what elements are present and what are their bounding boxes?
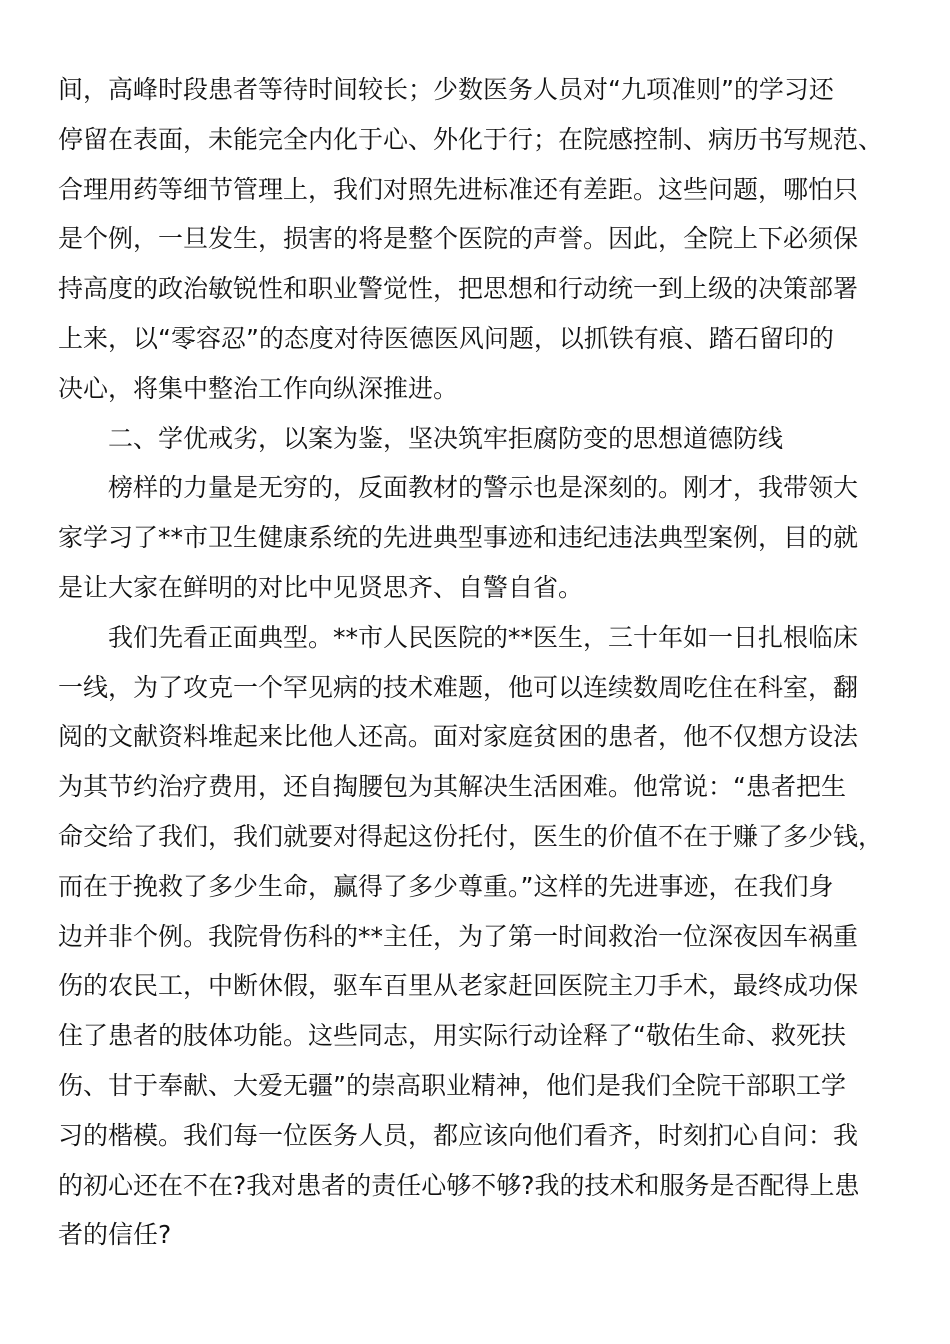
text-line: 上来，以“零容忍”的态度对待医德医风问题，以抓铁有痕、踏石留印的 [58, 324, 834, 353]
text-line: 边并非个例。我院骨伤科的**主任，为了第一时间救治一位深夜因车祸重 [58, 921, 859, 951]
text-line: 榜样的力量是无穷的，反面教材的警示也是深刻的。刚才，我带领大 [108, 473, 859, 503]
text-line: 命交给了我们，我们就要对得起这份托付，医生的价值不在于赚了多少钱， [58, 822, 884, 851]
text-line: 阅的文献资料堆起来比他人还高。面对家庭贫困的患者，他不仅想方设法 [58, 722, 859, 752]
text-line: 决心，将集中整治工作向纵深推进。 [58, 373, 459, 403]
text-line: 为其节约治疗费用，还自掏腰包为其解决生活困难。他常说：“患者把生 [58, 772, 846, 802]
text-line: 而在于挽救了多少生命，赢得了多少尊重。”这样的先进事迹，在我们身 [58, 871, 834, 901]
text-line: 间，高峰时段患者等待时间较长；少数医务人员对“九项准则”的学习还 [58, 75, 834, 104]
text-line: 习的楷模。我们每一位医务人员，都应该向他们看齐，时刻扪心自问：我 [58, 1120, 859, 1150]
text-line: 合理用药等细节管理上，我们对照先进标准还有差距。这些问题，哪怕只 [58, 174, 859, 204]
text-line: 的初心还在不在?我对患者的责任心够不够?我的技术和服务是否配得上患 [58, 1170, 860, 1200]
text-line: 一线，为了攻克一个罕见病的技术难题，他可以连续数周吃住在科室，翻 [58, 672, 859, 702]
text-line: 是个例，一旦发生，损害的将是整个医院的声誉。因此，全院上下必须保 [58, 224, 859, 254]
text-line: 伤的农民工，中断休假，驱车百里从老家赶回医院主刀手术，最终成功保 [58, 971, 859, 1001]
text-line: 持高度的政治敏锐性和职业警觉性，把思想和行动统一到上级的决策部署 [58, 274, 859, 304]
text-line: 我们先看正面典型。**市人民医院的**医生，三十年如一日扎根临床 [108, 622, 859, 652]
text-line: 家学习了**市卫生健康系统的先进典型事迹和违纪违法典型案例，目的就 [58, 523, 859, 553]
text-line: 住了患者的肢体功能。这些同志，用实际行动诠释了“敬佑生命、救死扶 [58, 1021, 846, 1051]
text-line: 者的信任? [58, 1220, 172, 1250]
text-line: 伤、甘于奉献、大爱无疆”的崇高职业精神，他们是我们全院干部职工学 [58, 1071, 846, 1100]
section-heading: 二、学优戒劣，以案为鉴，坚决筑牢拒腐防变的思想道德防线 [108, 423, 784, 453]
text-line: 停留在表面，未能完全内化于心、外化于行；在院感控制、病历书写规范、 [58, 124, 884, 154]
text-line: 是让大家在鲜明的对比中见贤思齐、自警自省。 [58, 573, 584, 602]
